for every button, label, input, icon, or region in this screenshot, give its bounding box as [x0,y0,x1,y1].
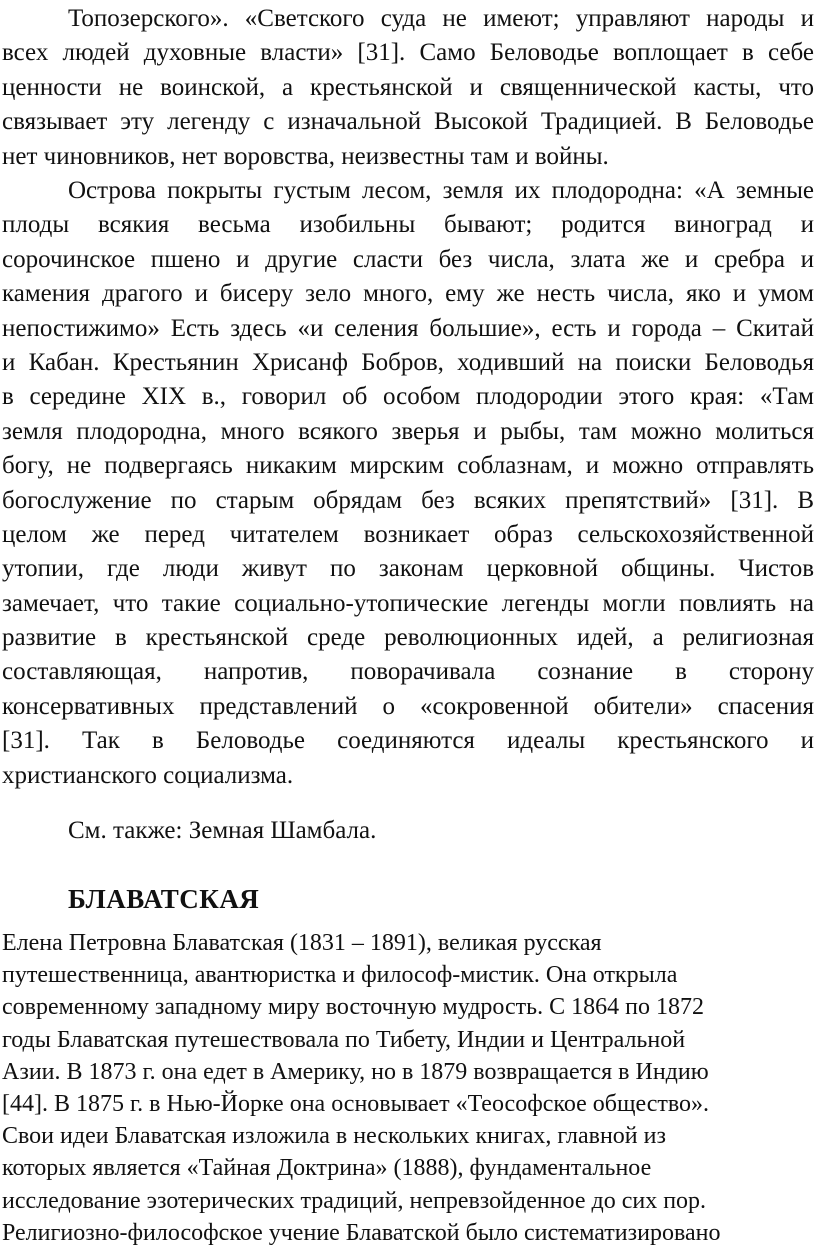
text-line: христианского социализма. [2,761,294,789]
text-line: развитие в крестьянской среде революционных идей, а религиозная [2,624,814,652]
text-line: богу, не подвергаясь никаким мирским соблазнам, и можно отправлять [2,452,814,480]
text-line: Елена Петровна Блаватская (1831 – 1891), великая русская [2,930,602,956]
text-line: консервативных представлений о «сокровенной обители» спасения [2,692,814,720]
text-line: сорочинское пшено и другие сласти без числа, злата же и сребра и [2,245,814,273]
text-line: плоды всякия весьма изобильны бывают; родится виноград и [2,211,814,239]
text-line: камения драгого и бисеру зело много, ему же несть числа, яко и умом [2,280,814,308]
text-line: богослужение по старым обрядам без всяких препятствий» [31]. В [2,486,814,514]
text-line: годы Блаватская путешествовала по Тибету, Индии и Центральной [2,1026,686,1053]
paragraph-belovodye-islands [2,174,814,793]
text-line: в середине XIX в., говорил об особом плодородии этого края: «Там [2,383,814,411]
text-line: составляющая, напротив, поворачивала сознание в сторону [2,658,814,686]
text-line: Свои идеи Блаватская изложила в нескольких книгах, главной из [2,1123,666,1150]
text-line: путешественница, авантюристка и философ-мистик. Она открыла [2,962,678,989]
text-line: [31]. Так в Беловодье соединяются идеалы крестьянского и [2,727,814,755]
see-also-text: См. также: Земная Шамбала. [68,817,377,844]
text-line: которых является «Тайная Доктрина» (1888), фундаментальное [2,1155,652,1182]
paragraph-blavatsky-bio [2,927,814,1249]
paragraph-belovodye-governance [2,2,814,174]
text-line: всех людей духовные власти» [31]. Само Беловодье воплощает в себе [2,39,814,67]
section-heading: БЛАВАТСКАЯ [68,884,260,914]
text-line: целом же перед читателем возникает образ сельскохозяйственной [2,520,814,548]
text-line: нет чиновников, нет воровства, неизвестны там и войны. [2,142,609,170]
text-line: связывает эту легенду с изначальной Высокой Традицией. В Беловодье [2,108,814,136]
text-line: Азии. В 1873 г. она едет в Америку, но в 1879 возвращается в Индию [2,1058,709,1085]
text-line: замечает, что такие социально-утопические легенды могли повлиять на [2,589,814,617]
text-line: земля плодородна, много всякого зверья и рыбы, там можно молиться [2,417,814,445]
text-line: и Кабан. Крестьянин Хрисанф Бобров, ходивший на поиски Беловодья [2,348,814,376]
text-line: Религиозно-философское учение Блаватской было систематизировано [2,1219,721,1246]
text-line: ценности не воинской, а крестьянской и священнической касты, что [2,73,814,101]
text-line: Топозерского». «Светского суда не имеют; управляют народы и [68,5,814,32]
see-also-paragraph [2,814,814,848]
text-line: утопии, где люди живут по законам церковной общины. Чистов [2,555,814,583]
text-line: исследование эзотерических традиций, непревзойденное до сих пор. [2,1187,707,1214]
text-line: непостижимо» Есть здесь «и селения большие», есть и города – Скитай [2,314,814,342]
text-line: Острова покрыты густым лесом, земля их плодородна: «А земные [68,177,814,204]
text-line: современному западному миру восточную мудрость. С 1864 по 1872 [2,994,704,1021]
text-line: [44]. В 1875 г. в Нью-Йорке она основывает «Теософское общество». [2,1090,710,1117]
